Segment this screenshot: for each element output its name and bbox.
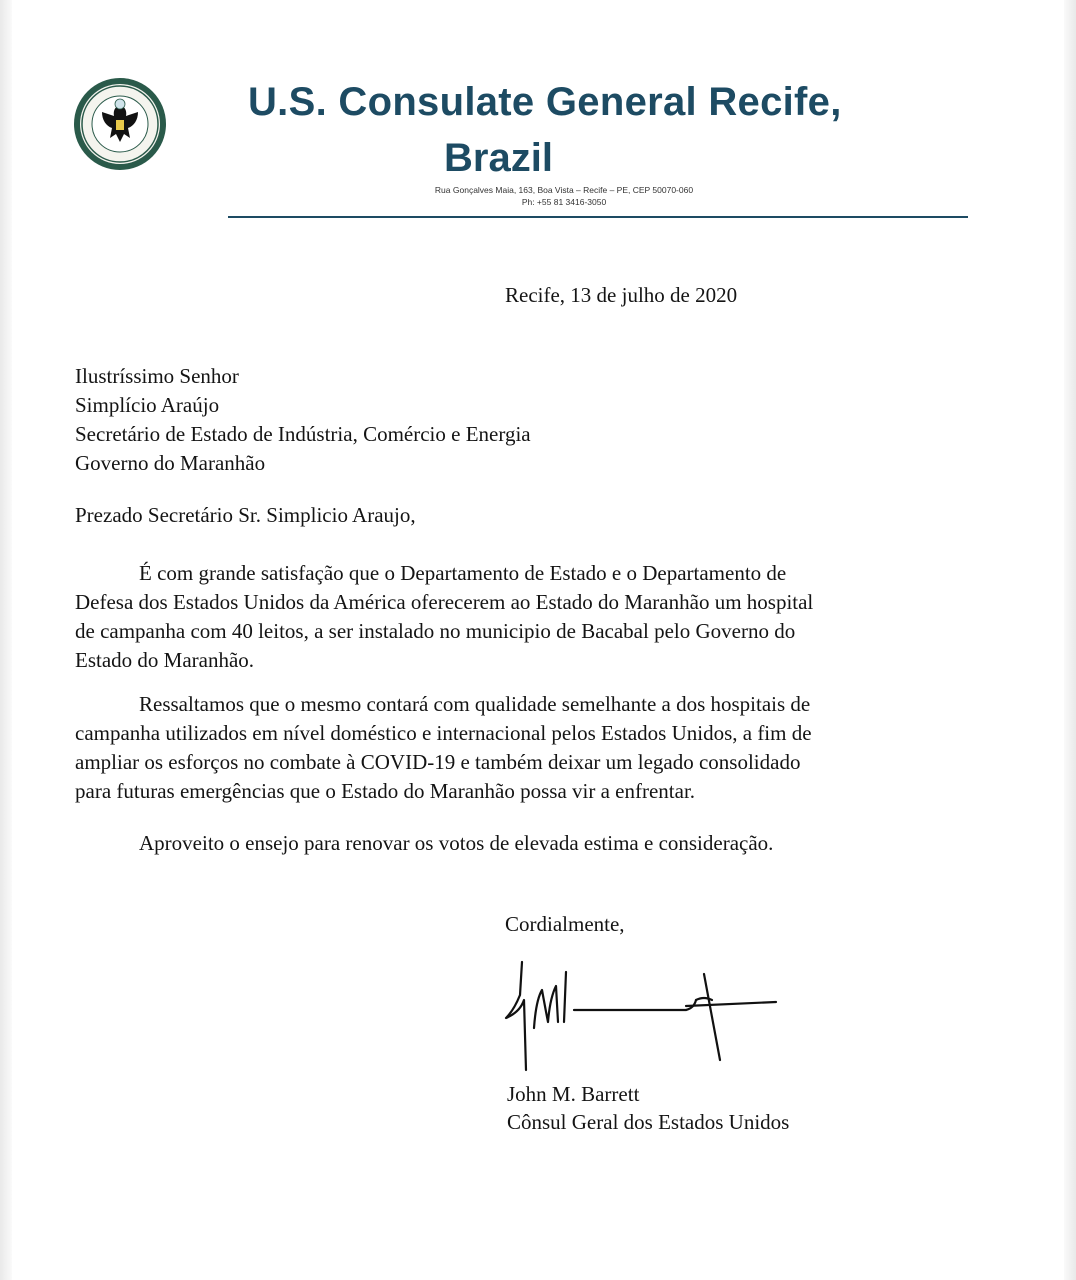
paragraph-line: Defesa dos Estados Unidos da América oferecerem ao Estado do Maranhão um hospital	[75, 590, 814, 614]
addressee-line: Secretário de Estado de Indústria, Comércio e Energia	[75, 422, 531, 446]
closing: Cordialmente,	[505, 912, 625, 936]
paragraph-line: Ressaltamos que o mesmo contará com qualidade semelhante a dos hospitais de	[139, 692, 811, 716]
addressee-block	[75, 362, 531, 478]
paragraph-line: de campanha com 40 leitos, a ser instalado no municipio de Bacabal pelo Governo do	[75, 619, 796, 643]
salutation: Prezado Secretário Sr. Simplicio Araujo,	[75, 503, 416, 527]
letterhead-title: U.S. Consulate General Recife,	[248, 80, 842, 124]
page-edge-right	[1064, 0, 1076, 1280]
paragraph-line: É com grande satisfação que o Departamento de Estado e o Departamento de	[139, 561, 787, 585]
addressee-line: Governo do Maranhão	[75, 451, 266, 475]
letterhead-country: Brazil	[444, 136, 553, 180]
paragraph-line: ampliar os esforços no combate à COVID-19 e também deixar um legado consolidado	[75, 750, 801, 774]
body-paragraph	[75, 690, 915, 806]
paragraph-line: para futuras emergências que o Estado do Maranhão possa vir a enfrentar.	[75, 779, 696, 803]
body-paragraph	[75, 559, 915, 675]
letterhead-phone: Ph: +55 81 3416-3050	[521, 197, 607, 207]
handwritten-signature-icon	[490, 950, 790, 1080]
addressee-line: Simplício Araújo	[75, 393, 220, 417]
paragraph-line: campanha utilizados em nível doméstico e internacional pelos Estados Unidos, a fim de	[75, 721, 812, 745]
letterhead-divider	[228, 216, 968, 218]
page-edge-left	[0, 0, 12, 1280]
signer-title: Cônsul Geral dos Estados Unidos	[507, 1110, 790, 1134]
paragraph-line: Estado do Maranhão.	[75, 648, 255, 672]
paragraph-line: Aproveito o ensejo para renovar os votos de elevada estima e consideração.	[139, 831, 774, 855]
addressee-line: Ilustríssimo Senhor	[75, 364, 239, 388]
department-of-state-seal-icon	[72, 76, 168, 172]
body-paragraph	[75, 829, 915, 858]
date-line: Recife, 13 de julho de 2020	[505, 283, 738, 307]
signer-name: John M. Barrett	[507, 1082, 640, 1106]
letterhead-address: Rua Gonçalves Maia, 163, Boa Vista – Recife – PE, CEP 50070-060	[434, 185, 694, 195]
